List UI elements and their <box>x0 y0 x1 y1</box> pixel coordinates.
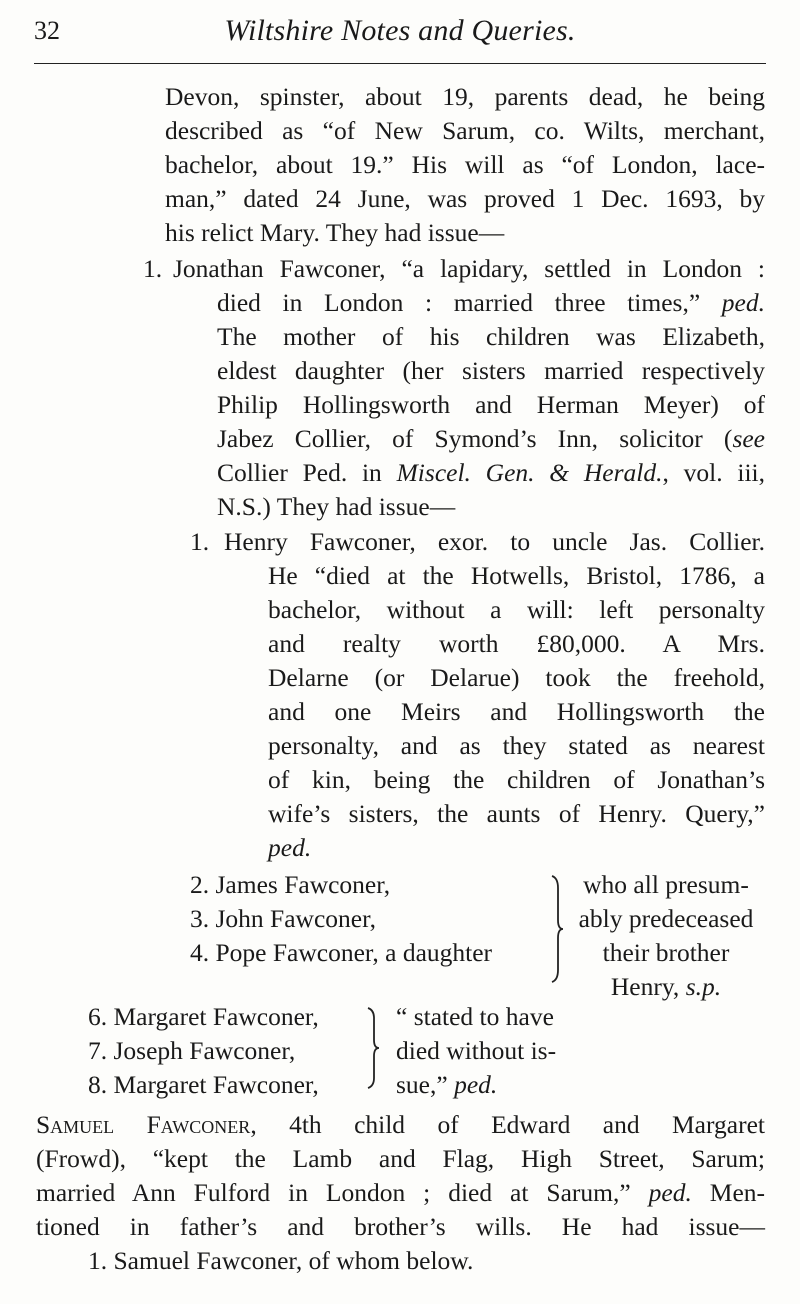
header-rule <box>34 63 766 64</box>
entry-name: Samuel Fawconer, of whom below. <box>113 1246 474 1275</box>
intro-line: his relict Mary. They had issue— <box>165 218 505 247</box>
text-span: Henry, <box>610 972 686 1001</box>
see-word: see <box>732 424 765 453</box>
entry-name: John Fawconer, <box>215 904 376 933</box>
person-name: Samuel Fawconer <box>36 1110 251 1139</box>
entry-line: personalty, and as they stated as nearest <box>268 731 765 760</box>
samuel-paragraph <box>36 1108 765 1244</box>
entry-name: Pope Fawconer, a daughter <box>215 938 493 967</box>
note-line: their brother <box>602 938 730 967</box>
entry-line: Philip Hollingsworth and Herman Meyer) of <box>217 390 765 419</box>
ped-abbrev: ped. <box>454 1070 498 1099</box>
brace-icon <box>548 874 564 984</box>
list-item <box>190 902 550 936</box>
text-span: married Ann Fulford in London ; died at Sarum,” <box>36 1178 649 1207</box>
entry-number: 2. <box>190 870 210 899</box>
entry-name: Margaret Fawconer, <box>113 1070 319 1099</box>
list-item <box>88 1000 378 1034</box>
entry-line: of kin, being the children of Jonathan’s <box>268 765 765 794</box>
entry-name: James Fawconer, <box>215 870 391 899</box>
intro-line: bachelor, about 19.” His will as “of London, lace- <box>165 150 765 179</box>
list-item <box>88 1068 378 1102</box>
entry-line: bachelor, without a will: left personalty <box>268 595 765 624</box>
entry-name: Margaret Fawconer, <box>113 1002 319 1031</box>
intro-line: Devon, spinster, about 19, parents dead, he being <box>165 82 765 111</box>
entry-line: and realty worth £80,000. A Mrs. <box>268 629 765 658</box>
entry-line: Jonathan Fawconer, “a lapidary, settled in London : <box>173 254 765 283</box>
entry-number: 8. <box>88 1070 108 1099</box>
entry-number: 1. <box>88 1246 108 1275</box>
text-span: Collier Ped. in <box>217 458 397 487</box>
ped-abbrev: ped. <box>268 833 312 862</box>
ped-abbrev: ped. <box>648 1178 692 1207</box>
entry-number: 6. <box>88 1002 108 1031</box>
list-item <box>88 1034 378 1068</box>
brace-icon <box>364 1006 380 1090</box>
text-span: Jabez Collier, of Symond’s Inn, solicitor ( <box>217 424 733 453</box>
sp-abbrev: s.p. <box>685 972 722 1001</box>
entry-name: Joseph Fawconer, <box>113 1036 296 1065</box>
list-item <box>190 936 550 970</box>
intro-line: described as “of New Sarum, co. Wilts, merchant, <box>165 116 765 145</box>
note-line <box>396 1068 596 1102</box>
group-note-2-4 <box>566 868 766 1004</box>
intro-line: man,” dated 24 June, was proved 1 Dec. 1693, by <box>165 184 765 213</box>
para-line <box>36 1108 765 1142</box>
note-line: died without is- <box>396 1036 557 1065</box>
note-line <box>566 970 766 1004</box>
journal-title: Miscel. Gen. & Herald. <box>396 458 663 487</box>
entry-line <box>217 286 765 320</box>
entry-line: eldest daughter (her sisters married respectively <box>217 356 765 385</box>
text-span: , vol. iii, <box>662 458 765 487</box>
entry-number: 3. <box>190 904 210 933</box>
group-siblings-2-4 <box>190 868 550 970</box>
entry-line: Henry Fawconer, exor. to uncle Jas. Collier. <box>224 527 765 556</box>
entry-jonathan <box>143 252 765 524</box>
entry-line: N.S.) They had issue— <box>217 492 456 521</box>
group-siblings-6-8 <box>88 1000 378 1102</box>
entry-line <box>217 422 765 456</box>
note-line: “ stated to have <box>396 1002 554 1031</box>
page-header <box>0 0 800 66</box>
entry-line: Delarne (or Delarue) took the freehold, <box>268 663 765 692</box>
group-note-6-8 <box>396 1000 596 1102</box>
entry-line: He “died at the Hotwells, Bristol, 1786, a <box>268 561 765 590</box>
intro-paragraph <box>165 80 765 250</box>
para-line <box>36 1176 765 1210</box>
text-span: Men- <box>691 1178 766 1207</box>
entry-samuel-child <box>88 1244 688 1278</box>
page-number: 32 <box>34 16 60 45</box>
entry-line: The mother of his children was Elizabeth, <box>217 322 765 351</box>
entry-number: 7. <box>88 1036 108 1065</box>
ped-abbrev: ped. <box>721 288 765 317</box>
entry-line <box>217 456 765 490</box>
para-line: (Frowd), “kept the Lamb and Flag, High Street, Sarum; <box>36 1144 765 1173</box>
running-title: Wiltshire Notes and Queries. <box>224 14 576 47</box>
entry-number: 4. <box>190 938 210 967</box>
entry-number: 1. <box>143 254 163 283</box>
list-item <box>190 868 550 902</box>
text-span: , 4th child of Edward and Margaret <box>250 1110 765 1139</box>
text-span: sue,” <box>396 1070 455 1099</box>
entry-henry <box>190 525 765 865</box>
entry-line: wife’s sisters, the aunts of Henry. Query,” <box>268 799 765 828</box>
para-line: tioned in father’s and brother’s wills. He had issue— <box>36 1212 765 1241</box>
text-span: died in London : married three times,” <box>217 288 722 317</box>
entry-line: and one Meirs and Hollingsworth the <box>268 697 765 726</box>
note-line: who all presum- <box>583 870 749 899</box>
entry-number: 1. <box>190 527 210 556</box>
note-line: ably predeceased <box>578 904 754 933</box>
list-item <box>88 1244 688 1278</box>
